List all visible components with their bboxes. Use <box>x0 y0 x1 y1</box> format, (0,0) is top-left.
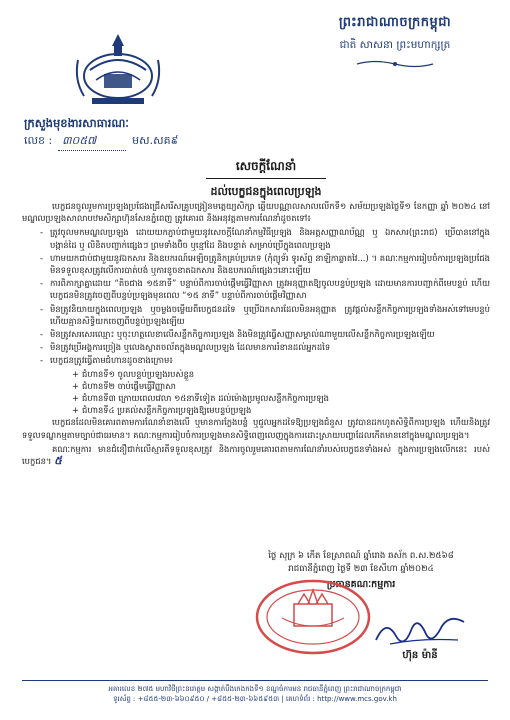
document-title: សេចក្តីណែនាំ <box>206 158 326 179</box>
closing-tail-text: គណៈកម្មការ មានជំនឿជាក់លើស្មារតីទទួលខុសត្រូវ និងការចូលរួមគោរពតាមការណែនាំរបស់បេក្ខជនទាំងអស់ ក្នុងការប្រឡងលើកនេះ <box>52 443 468 454</box>
place-date: រាជធានីភ្នំពេញ ថ្ងៃទី ២៣ ខែសីហា ឆ្នាំ២០២៤ <box>288 564 434 574</box>
step-list <box>22 368 490 417</box>
closing-tail-paragraph <box>22 443 490 467</box>
footer-divider <box>22 680 488 681</box>
official-stamp-icon <box>254 578 372 656</box>
instruction-item: - មិនត្រូវនិយាយក្នុងពេលប្រឡង ឬចម្លងចម្លើយពីបេក្ខជនដទៃ ឬប្រើឯកសារដែលមិនអនុញ្ញាត ត្រូវផ្តល់សន្លឹកកិច្ចការប្រឡងទាំងអស់ទៅមេបន្ទប់ ហើយគ្មានសិទ្ធិយកចេញពីបន្ទប់ប្រឡងឡើយ <box>40 303 490 327</box>
document-subtitle: ដល់បេក្ខជនក្នុងពេលប្រឡង <box>210 185 322 198</box>
footer-contact: ទូរស័ព្ទ : +៨៥៥-២៣-៦៦០៩៥០ / +៨៥៥-២៣-៦៦៥៩៥៣ | គេហទំព័រ : http://www.mcs.gov.kh <box>113 695 397 703</box>
closing-number: ៥ <box>54 454 62 468</box>
signer-name: ហ៊ុន ម៉ានី <box>402 650 438 661</box>
instruction-item: - ត្រូវចូលមកមណ្ឌលប្រឡង ដោយយកភ្ជាប់ជាមួយនូវសេចក្តីណែនាំកម្មវិធីប្រឡង និងអត្តសញ្ញាណប័ណ្ណ ឬ ឯកសារ(ព្រះរាជ) ប្រើបាននៅក្នុងបង្កាន់ដៃ ឬ លិខិតបញ្ជាក់ផ្សេងៗ ព្រមទាំងប៊ិច ឬខ្មៅដៃ និងបន្ទាត់ សម្រាប់ប្រើក្នុងពេលប្រឡង <box>40 226 490 250</box>
signer-position: ប្រធានគណៈកម្មការ <box>326 579 396 590</box>
closing-paragraph: បេក្ខជនដែលមិនគោរពតាមការណែនាំខាងលើ ឬមានការក្លែងបន្លំ ឬជួលអ្នកដទៃឱ្យប្រឡងជំនួស ត្រូវបានដកហូតសិទ្ធិពីការប្រឡង ហើយនិងត្រូវទទួលទណ្ឌកម្មតាមច្បាប់ជាធរមាន។ គណៈកម្មការរៀបចំការប្រឡងមានសិទ្ធិពេញលេញក្នុងការដោះស្រាយបញ្ហាដែលកើតមាននៅក្នុងមណ្ឌលប្រឡង។ <box>22 417 490 440</box>
national-header <box>300 14 490 73</box>
step-item: + ជំហានទី១ ចូលបន្ទប់ប្រឡងរបស់ខ្លួន <box>72 368 490 380</box>
page-footer <box>22 684 488 704</box>
instruction-item: - បេក្ខជនត្រូវធ្វើតាមជំហានដូចខាងក្រោម៖ <box>40 354 490 366</box>
lunar-date: ថ្ងៃ សុក្រ ៦ កើត ខែស្រាពណ៍ ឆ្នាំរោង ឆស័ក ព.ស.២៥៦៨ <box>268 551 454 561</box>
handwritten-signature-icon <box>370 610 470 652</box>
reference-suffix: មស.សគ៩ <box>132 134 179 147</box>
reference-label: លេខ : <box>24 134 53 147</box>
kingdom-title: ព្រះរាជាណាចក្រកម្ពុជា <box>338 15 452 30</box>
step-item: + ជំហានទី៤ ប្រគល់សន្លឹកកិច្ចការប្រឡងឱ្យមេបន្ទប់ប្រឡង <box>72 404 490 416</box>
document-title-block <box>206 158 326 201</box>
reference-number <box>24 134 178 151</box>
instruction-item: - ការពិភាក្សាគ្នាដោយ “តិចជាង ១៥នាទី” បន្ទាប់ពីការចាប់ផ្តើមធ្វើវិញ្ញាសា ត្រូវអនុញ្ញាតឱ្យចូលបន្ទប់ប្រឡង ដោយមានការបញ្ជាក់ពីមេបន្ទប់ ហើយបេក្ខជនមិនត្រូវចេញពីបន្ទប់ប្រឡងមុនពេល “១៥ នាទី” បន្ទាប់ពីការចាប់ផ្តើមវិញ្ញាសា <box>40 277 490 301</box>
instruction-list <box>22 226 490 366</box>
instruction-item: - មិនត្រូវសរសេរឈ្មោះ ឬចុះហត្ថលេខាលើសន្លឹកកិច្ចការប្រឡង និងមិនត្រូវធ្វើសញ្ញាសម្គាល់ណាមួយលើសន្លឹកកិច្ចការប្រឡងឡើយ <box>40 328 490 340</box>
instruction-item: - មិនត្រូវប្រើអង្គការច្រៀង ឬលេងស្លាតចល័តក្នុងមណ្ឌលប្រឡង ដែលមានការរំខានដល់អ្នកដទៃ <box>40 341 490 353</box>
national-motto: ជាតិ សាសនា ព្រះមហាក្សត្រ <box>339 39 451 51</box>
ministry-emblem-icon <box>70 30 166 110</box>
step-item: + ជំហានទី៣ ក្រោយពេលវេលា ១៥នាទីទៀត ដល់ម៉ោងប្រមូលសន្លឹកកិច្ចការប្រឡង <box>72 392 490 404</box>
document-body <box>22 200 490 469</box>
footer-address: អគារលេខ ២៧៥ មហាវិថីព្រះនរោត្តម សង្កាត់បឹងកេងកងទី១ ខណ្ឌចំការមន រាជធានីភ្នំពេញ ព្រះរាជាណាចក្រកម្ពុជា <box>108 685 402 693</box>
intro-paragraph: បេក្ខជនចូលរួមការប្រឡងប្រជែងជ្រើសរើសគ្រូបង្រៀនមត្តេយ្យសិក្សា ឆ្លើយបណ្ណាលសាលលើកទី១ សម័យប្រឡងថ្ងៃទី១ ខែកញ្ញា ឆ្នាំ ២០២៤ នៅមណ្ឌលប្រឡងសាលាបឋមសិក្សាហ៊ុនសែនភ្នំពេញ ត្រូវគោរព និងអនុវត្តតាមការណែនាំដូចតទៅ៖ <box>22 201 490 224</box>
ornament-divider-icon <box>355 59 435 69</box>
instruction-item: - ហាមយកជាប់ជាមួយនូវឯកសារ និងឧបករណ៍អេឡិចត្រូនិកគ្រប់ប្រភេទ (កុំព្យូទ័រ ទូរស័ព្ទ នាឡិកាឆ្លាតវៃ...) ។ គណៈកម្មការរៀបចំការប្រឡងប្រជែងមិនទទួលខុសត្រូវលើការបាត់បង់ ឬការខូចខាតឯកសារ និងឧបករណ៍ផ្សេងៗនោះឡើយ <box>40 252 490 276</box>
ministry-name: ក្រសួងមុខងារសាធារណៈ <box>24 116 129 130</box>
closing-num-label: របស់បេក្ខជន។ <box>22 443 490 467</box>
step-item: + ជំហានទី២ ចាប់ផ្តើមធ្វើវិញ្ញាសា <box>72 380 490 392</box>
reference-number-value: ៣០៥៧ <box>58 134 126 151</box>
